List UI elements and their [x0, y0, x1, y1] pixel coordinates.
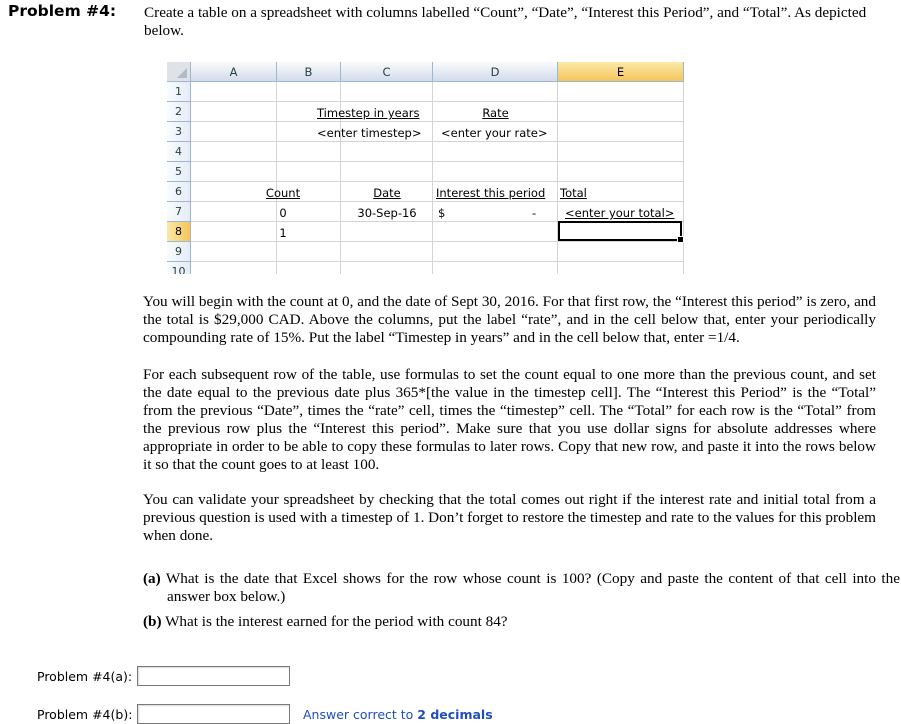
- problem-title-text: Create a table on a spreadsheet with columns labelled “Count”, “Date”, “Interest this Period”, and “Total”. As depicted below.: [144, 4, 867, 39]
- answer-precision-hint: [303, 707, 493, 722]
- instruction-paragraph-3: You can validate your spreadsheet by checking that the total comes out right if the interest rate and initial total from a previous question is used with a timestep of 1. Don’t forget to restore the timestep and rate to the values for this problem when done.: [143, 491, 876, 544]
- cell-e7: <enter your total>: [565, 206, 675, 220]
- cell-c3: <enter timestep>: [317, 126, 422, 140]
- question-a-text: What is the date that Excel shows for the row whose count is 100? (Copy and paste the content of that cell into the answer box below.): [165, 570, 900, 605]
- corner-triangle-icon: [177, 68, 187, 78]
- column-header-a: A: [191, 62, 277, 82]
- cell-d2: Rate: [482, 106, 509, 120]
- gridline: [683, 82, 684, 274]
- active-cell-selection: [558, 221, 682, 241]
- cell-c2: Timestep in years: [317, 106, 420, 120]
- row-header-10: 10: [167, 262, 191, 274]
- cell-d7-value: -: [532, 206, 537, 220]
- row-header-9: 9: [167, 242, 191, 262]
- column-header-d: D: [433, 62, 558, 82]
- cell-c7: 30-Sep-16: [357, 206, 417, 220]
- row-header-6: 6: [167, 182, 191, 202]
- row-header-8: 8: [167, 222, 191, 242]
- question-a: [143, 570, 900, 606]
- gridline: [191, 101, 684, 102]
- spreadsheet-image: [167, 62, 684, 274]
- cell-b8: 1: [279, 226, 287, 240]
- gridline: [191, 141, 684, 142]
- row-header-2: 2: [167, 102, 191, 122]
- cell-d7-currency: $: [438, 206, 446, 220]
- row-header-4: 4: [167, 142, 191, 162]
- question-b-label: (b): [143, 613, 162, 630]
- row-header-7: 7: [167, 202, 191, 222]
- cell-e6: Total: [560, 186, 587, 200]
- row-header-1: 1: [167, 82, 191, 102]
- answer-a-input[interactable]: [137, 666, 290, 686]
- fill-handle-icon: [677, 236, 684, 243]
- instruction-paragraph-2: For each subsequent row of the table, use formulas to set the count equal to one more than the previous count, and set the date equal to the previous date plus 365*[the value in the timestep cell]. The “Interest this Period” is the “Total” from the previous “Date”, times the “rate” cell, times the “timestep” cell. The “Total” for each row is the “Total” from the previous row plus the “Interest this period”. Make sure that you use dollar signs for absolute addresses where appropriate in order to be able to copy these formulas to later rows. Copy that new row, and paste it into the rows below it so that the count goes to at least 100.: [143, 366, 876, 473]
- column-header-e: E: [558, 62, 684, 82]
- gridline: [276, 82, 277, 274]
- hint-decimals: 2 decimals: [417, 707, 493, 722]
- cell-d3: <enter your rate>: [441, 126, 548, 140]
- answer-b-input[interactable]: [137, 704, 290, 724]
- gridline: [191, 181, 684, 182]
- answer-b-label: Problem #4(b):: [37, 707, 133, 722]
- instruction-paragraph-1: You will begin with the count at 0, and the date of Sept 30, 2016. For that first row, the “Interest this period” is zero, and the total is $29,000 CAD. Above the columns, put the label “rate”, and in the cell below that, enter your periodically compounding rate of 15%. Put the label “Timestep in years” and in the cell below that, enter =1/4.: [143, 293, 876, 346]
- row-header-5: 5: [167, 162, 191, 182]
- problem-title-label: Problem #4:: [8, 2, 117, 20]
- row-header-3: 3: [167, 122, 191, 142]
- question-b: [143, 613, 900, 631]
- cell-b7: 0: [279, 206, 287, 220]
- question-b-text: What is the interest earned for the period with count 84?: [165, 613, 508, 630]
- question-a-label: (a): [143, 570, 161, 587]
- gridline: [191, 261, 684, 262]
- select-all-corner: [167, 62, 191, 82]
- hint-prefix: Answer correct to: [303, 707, 414, 722]
- column-header-b: B: [277, 62, 341, 82]
- gridline: [191, 161, 684, 162]
- answer-a-label: Problem #4(a):: [37, 669, 133, 684]
- cell-d6: Interest this period: [436, 186, 546, 200]
- cell-b6: Count: [265, 186, 301, 200]
- cell-c6: Date: [373, 186, 401, 200]
- column-header-c: C: [341, 62, 433, 82]
